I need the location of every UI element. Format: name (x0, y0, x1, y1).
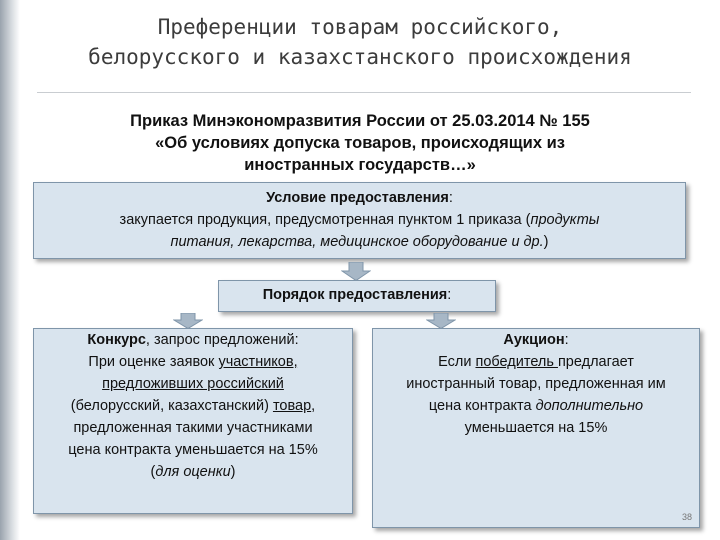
procedure-heading: Порядок предоставления (262, 287, 448, 303)
order-line-1: Приказ Минэкономразвития России от 25.03.2014 № 155 (130, 112, 590, 130)
contest-underlined-3: предложивших российский (102, 376, 284, 392)
condition-line-1 (34, 209, 685, 231)
contest-line-4 (34, 395, 352, 417)
contest-paren-close: ) (230, 464, 236, 480)
contest-heading-rest: , запрос предложений (145, 332, 295, 348)
auction-text-4: цена контракта (428, 398, 536, 414)
contest-line-6: цена контракта уменьшается на 15% (68, 442, 318, 458)
order-line-3: иностранных государств…» (244, 156, 476, 174)
slide-title (22, 12, 698, 72)
order-reference (40, 110, 680, 176)
contest-line-7 (34, 461, 352, 483)
auction-line-2 (373, 351, 699, 373)
contest-heading: Конкурс (87, 332, 146, 348)
auction-line-3: иностранный товар, предложенная им (406, 376, 666, 392)
contest-italic-7: для оценки (155, 464, 231, 480)
contest-heading-line: Конкурс, запрос предложений: (87, 332, 299, 348)
auction-box (372, 328, 700, 528)
title-line-2: белорусского и казахстанского происхождения (88, 45, 632, 69)
contest-box (33, 328, 353, 514)
page-number: 38 (681, 512, 692, 522)
contest-line-5: предложенная такими участниками (73, 420, 313, 436)
left-edge-decoration (0, 0, 20, 540)
auction-line-5: уменьшается на 15% (464, 420, 608, 436)
contest-text-2: При оценке заявок (88, 354, 219, 370)
condition-text-2: ) (543, 234, 549, 250)
condition-italic-2: питания, лекарства, медицинское оборудование и др. (170, 234, 544, 250)
contest-line-3 (34, 373, 352, 395)
condition-line-2 (34, 231, 685, 253)
condition-box (33, 182, 686, 259)
auction-heading-line: Аукцион: (503, 332, 569, 348)
condition-italic-1: продукты (530, 212, 600, 228)
auction-italic-4: дополнительно (535, 398, 644, 414)
condition-heading-line: Условие предоставления: (266, 190, 453, 206)
auction-underlined-2: победитель (475, 354, 558, 370)
down-arrow-right-icon (426, 313, 456, 329)
down-arrow-icon (341, 262, 371, 281)
auction-text-2: Если (438, 354, 476, 370)
down-arrow-left-icon (173, 313, 203, 329)
contest-paren-open: ( (150, 464, 156, 480)
condition-heading: Условие предоставления (266, 190, 449, 206)
contest-text-4-suffix: , (311, 398, 316, 414)
contest-underlined-2: участников, (218, 354, 298, 370)
procedure-box (218, 280, 496, 312)
order-line-2: «Об условиях допуска товаров, происходящих из (155, 134, 565, 152)
auction-line-4 (373, 395, 699, 417)
auction-heading: Аукцион (503, 332, 565, 348)
contest-text-4: (белорусский, казахстанский) (70, 398, 273, 414)
title-line-1: Преференции товарам российского, (157, 15, 563, 39)
condition-text-1: закупается продукция, предусмотренная пунктом 1 приказа ( (119, 212, 531, 228)
contest-line-2 (34, 351, 352, 373)
title-divider (37, 92, 691, 93)
procedure-heading-line: Порядок предоставления: (262, 287, 452, 303)
auction-text-2-suffix: предлагает (557, 354, 634, 370)
contest-underlined-4: товар (272, 398, 312, 414)
